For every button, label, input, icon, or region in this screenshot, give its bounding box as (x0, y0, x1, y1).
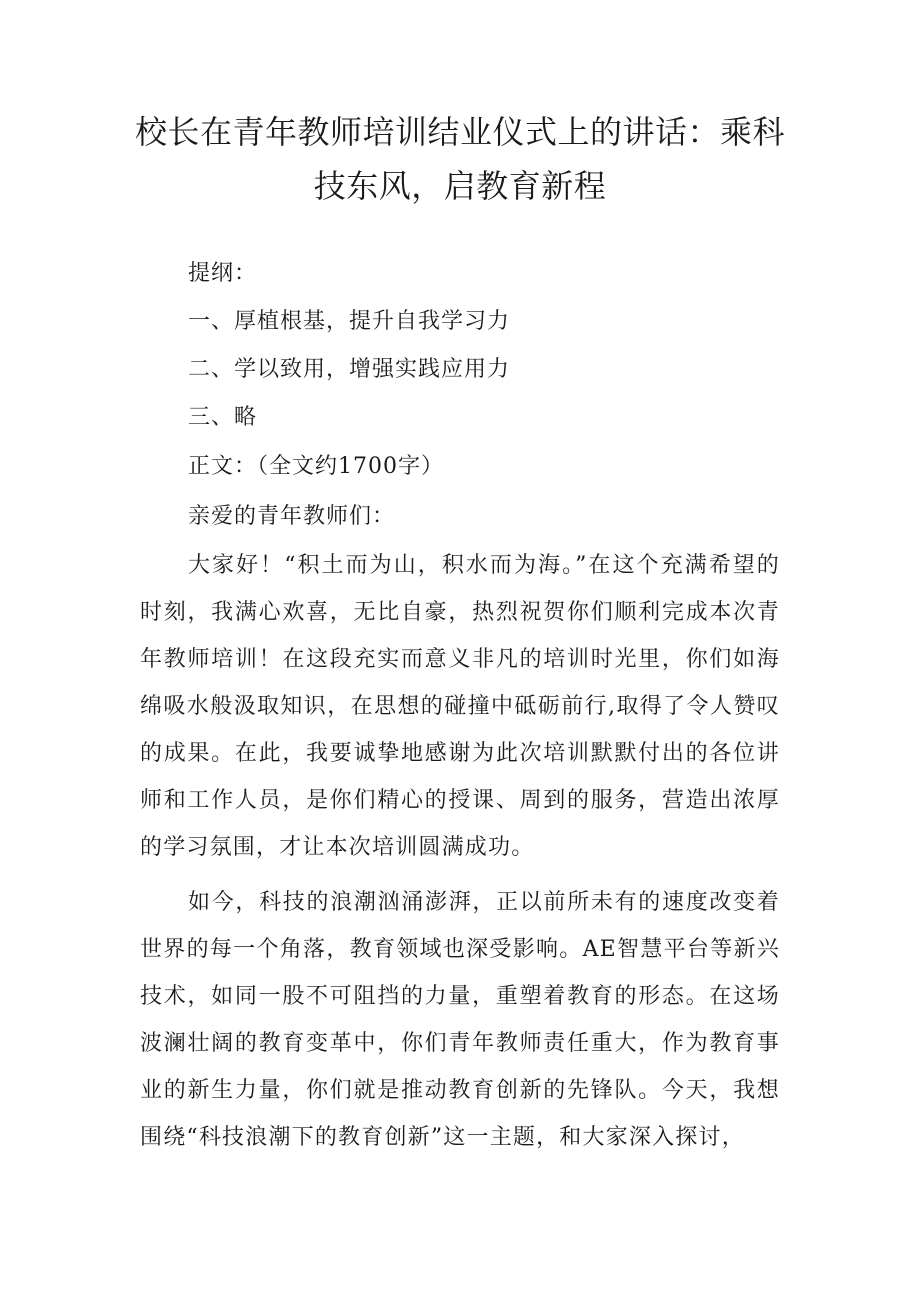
outline-item-2: 二、学以致用，增强实践应用力 (188, 357, 511, 382)
document-title: 校长在青年教师培训结业仪式上的讲话：乘科技东风，启教育新程 (134, 113, 785, 205)
salutation: 亲爱的青年教师们： (188, 504, 396, 529)
outline-item-1: 一、厚植根基，提升自我学习力 (188, 309, 511, 334)
paragraph-1: 大家好！“积土而为山，积水而为海。”在这个充满希望的时刻，我满心欢喜，无比自豪，热烈祝贺你们顺利完成本次青年教师培训！在这段充实而意义非凡的培训时光里，你们如海绵吸水般汲取知识，在思想的碰撞中砥砺前行,取得了令人赞叹的成果。在此，我要诚挚地感谢为此次培训默默付出的各位讲师和工作人员，是你们精心的授课、周到的服务，营造出浓厚的学习氛围，才让本次培训圆满成功。 (140, 553, 780, 860)
outline-label: 提纲： (188, 261, 258, 286)
paragraph-2: 如今，科技的浪潮汹涌澎湃，正以前所未有的速度改变着世界的每一个角落，教育领域也深受影响。AE智慧平台等新兴技术，如同一股不可阻挡的力量，重塑着教育的形态。在这场波澜壮阔的教育变革中，你们青年教师责任重大，作为教育事业的新生力量，你们就是推动教育创新的先锋队。今天，我想围绕“科技浪潮下的教育创新”这一主题，和大家深入探讨， (140, 890, 780, 1150)
outline-item-3: 三、略 (188, 405, 258, 430)
body-label: 正文：（全文约1700字） (188, 454, 444, 479)
